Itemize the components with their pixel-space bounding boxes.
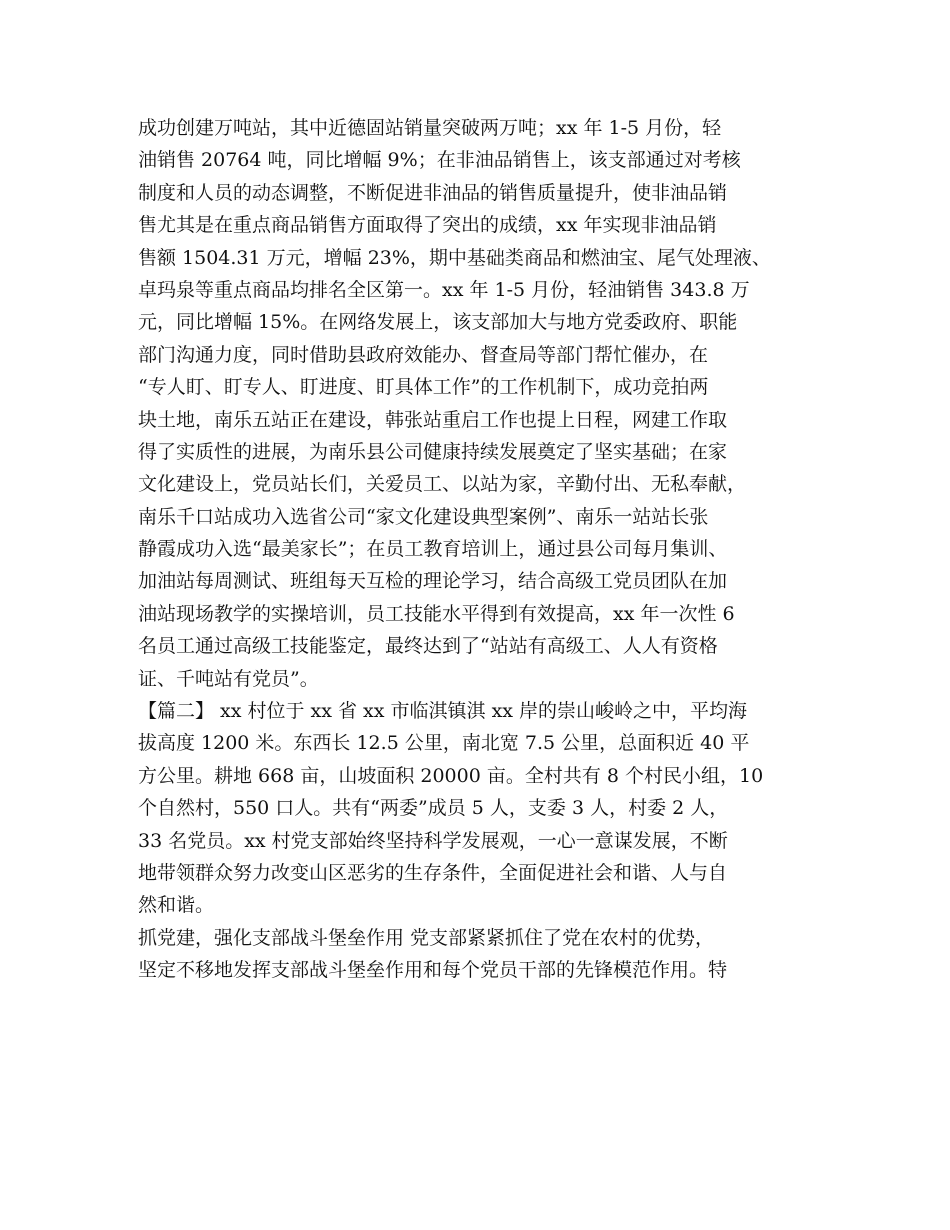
text-line: 拔高度 1200 米。东西长 12.5 公里，南北宽 7.5 公里，总面积近 40 平	[138, 732, 750, 755]
text-line: 售额 1504.31 万元，增幅 23%，期中基础类商品和燃油宝、尾气处理液、	[138, 246, 771, 269]
text-line: 地带领群众努力改变山区恶劣的生存条件，全面促进社会和谐、人与自	[138, 861, 728, 884]
text-line: 卓玛泉等重点商品均排名全区第一。xx 年 1-5 月份，轻油销售 343.8 万	[138, 278, 750, 301]
text-line: 元，同比增幅 15%。在网络发展上，该支部加大与地方党委政府、职能	[138, 311, 738, 334]
text-line: 成功创建万吨站，其中近德固站销量突破两万吨；xx 年 1-5 月份，轻	[138, 117, 722, 139]
text-line: 名员工通过高级工技能鉴定，最终达到了“站站有高级工、人人有资格	[138, 635, 718, 658]
section-heading-line: 【篇二】 xx 村位于 xx 省 xx 市临淇镇淇 xx 岸的崇山峻岭之中，平均海	[138, 700, 748, 723]
text-line: “专人盯、盯专人、盯进度、盯具体工作”的工作机制下，成功竞拍两	[138, 376, 709, 399]
text-line: 得了实质性的进展，为南乐县公司健康持续发展奠定了坚实基础；在家	[138, 440, 728, 463]
text-line: 个自然村，550 口人。共有“两委”成员 5 人，支委 3 人，村委 2 人，	[138, 797, 729, 820]
text-line: 坚定不移地发挥支部战斗堡垒作用和每个党员干部的先锋模范作用。特	[138, 959, 728, 982]
text-line: 证、千吨站有党员”。	[138, 667, 319, 690]
text-line: 部门沟通力度，同时借助县政府效能办、督查局等部门帮忙催办，在	[138, 343, 709, 366]
text-line: 方公里。耕地 668 亩，山坡面积 20000 亩。全村共有 8 个村民小组，10	[138, 764, 764, 787]
text-line: 抓党建，强化支部战斗堡垒作用 党支部紧紧抓住了党在农村的优势，	[138, 926, 715, 949]
text-line: 文化建设上，党员站长们，关爱员工、以站为家，辛勤付出、无私奉献，	[138, 473, 747, 496]
text-line: 油站现场教学的实操培训，员工技能水平得到有效提高，xx 年一次性 6	[138, 602, 735, 625]
text-line: 制度和人员的动态调整，不断促进非油品的销售质量提升，使非油品销	[138, 181, 728, 204]
text-line: 然和谐。	[138, 894, 215, 917]
text-line: 加油站每周测试、班组每天互检的理论学习，结合高级工党员团队在加	[138, 570, 728, 593]
body-text	[138, 112, 818, 987]
text-line: 售尤其是在重点商品销售方面取得了突出的成绩，xx 年实现非油品销	[138, 214, 717, 237]
text-line: 33 名党员。xx 村党支部始终坚持科学发展观，一心一意谋发展，不断	[138, 829, 728, 852]
text-line: 静霞成功入选“最美家长”；在员工教育培训上，通过县公司每月集训、	[138, 538, 728, 561]
text-line: 油销售 20764 吨，同比增幅 9%；在非油品销售上，该支部通过对考核	[138, 149, 741, 172]
text-line: 南乐千口站成功入选省公司“家文化建设典型案例”、南乐一站站长张	[138, 505, 709, 528]
text-line: 块土地，南乐五站正在建设，韩张站重启工作也提上日程，网建工作取	[138, 408, 728, 431]
